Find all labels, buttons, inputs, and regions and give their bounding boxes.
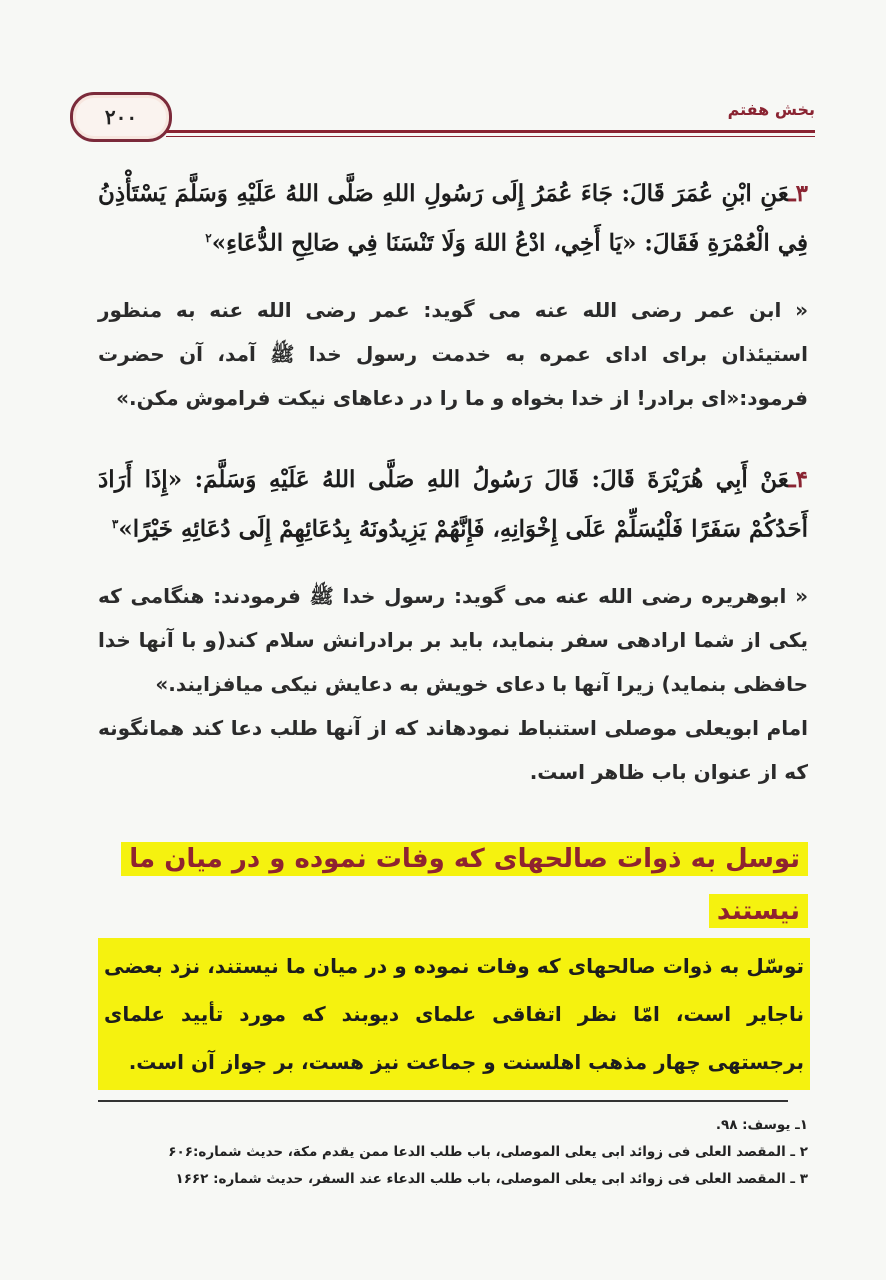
section-heading <box>98 836 808 934</box>
section-body: توسّل به ذوات صالحهای که وفات نموده و در میان ما نیستند، نزد بعضی ناجایر است، امّا نظر اتفاقی علمای دیوبند که مورد تأیید علمای برجستهی چهار مذهب اهلسنت و جماعت نیز هست، بر جواز آن است. <box>98 938 810 1090</box>
page-number: ۲۰۰ <box>104 105 138 129</box>
section-label: بخش هفتم <box>727 100 815 119</box>
footnote-ref-2: ۲ <box>205 231 212 245</box>
section-heading-line-1: توسل به ذوات صالحهای که وفات نموده و در میان ما <box>121 842 808 876</box>
hadith-4-note: امام ابویعلی موصلی استنباط نمودهاند که از آنها طلب دعا کند همانگونه که از عنوان باب ظاهر است. <box>98 716 808 784</box>
section-heading-line-2: نیستند <box>709 894 808 928</box>
hadith-3-number: ۳ـ <box>788 180 808 207</box>
hadith-3-translation: « ابن عمر رضی الله عنه می گوید: عمر رضی الله عنه به منظور استیئذان برای ادای عمره به خدمت رسول خدا ﷺ آمد، آن حضرت فرمود:«ای برادر! از خدا بخواه و ما را در دعاهای نیکت فراموش مکن.» <box>98 298 808 410</box>
header-rule-thin <box>166 136 815 137</box>
footnote-ref-3: ۳ <box>111 517 119 531</box>
page-header <box>70 82 815 152</box>
footnote-3: ۳ ـ المقصد العلی فی زوائد ابی یعلی الموصلی، باب طلب الدعاء عند السفر، حدیث شماره: ۱۶۶۲ <box>175 1171 808 1187</box>
hadith-4-number: ۴ـ <box>788 466 808 493</box>
hadith-4-text: عَنْ أَبِي هُرَيْرَةَ قَالَ: قَالَ رَسُولُ اللهِ صَلَّى اللهُ عَلَيْهِ وَسَلَّمَ: «إِذَا أَرَادَ أَحَدُكُمْ سَفَرًا فَلْيُسَلِّمْ عَلَى إِخْوَانِهِ، فَإِنَّهُمْ يَزِيدُونَهُ بِدُعَائِهِمْ إِلَى دُعَائِهِ خَيْرًا» <box>98 466 808 543</box>
hadith-3-arabic <box>98 172 808 266</box>
hadith-3-text: عَنِ ابْنِ عُمَرَ قَالَ: جَاءَ عُمَرُ إِلَى رَسُولِ اللهِ صَلَّى اللهُ عَلَيْهِ وَسَلَّمَ يَسْتَأْذِنُ فِي الْعُمْرَةِ فَقَالَ: «يَا أَخِي، ادْعُ اللهَ وَلَا تَنْسَنَا فِي صَالِحِ الدُّعَاءِ» <box>98 180 808 257</box>
header-rule <box>166 130 815 133</box>
footnote-1: ۱ـ یوسف: ۹۸. <box>715 1117 808 1133</box>
footnotes <box>98 1112 808 1193</box>
hadith-4-translation: « ابوهریره رضی الله عنه می گوید: رسول خدا ﷺ فرمودند: هنگامی که یکی از شما ارادهی سفر بنماید، باید بر برادرانش سلام کند(و با آنها خدا حافظی بنماید) زیرا آنها با دعای خویش به دعایش نیکی میافزایند.» <box>98 584 808 696</box>
footnote-rule <box>98 1100 788 1102</box>
hadith-4-arabic <box>98 458 808 552</box>
page-number-badge <box>70 92 172 142</box>
footnote-2: ۲ ـ المقصد العلی فی زوائد ابی یعلی الموصلی، باب طلب الدعا ممن یقدم مکة، حدیث شماره:۶۰۶ <box>168 1144 808 1160</box>
